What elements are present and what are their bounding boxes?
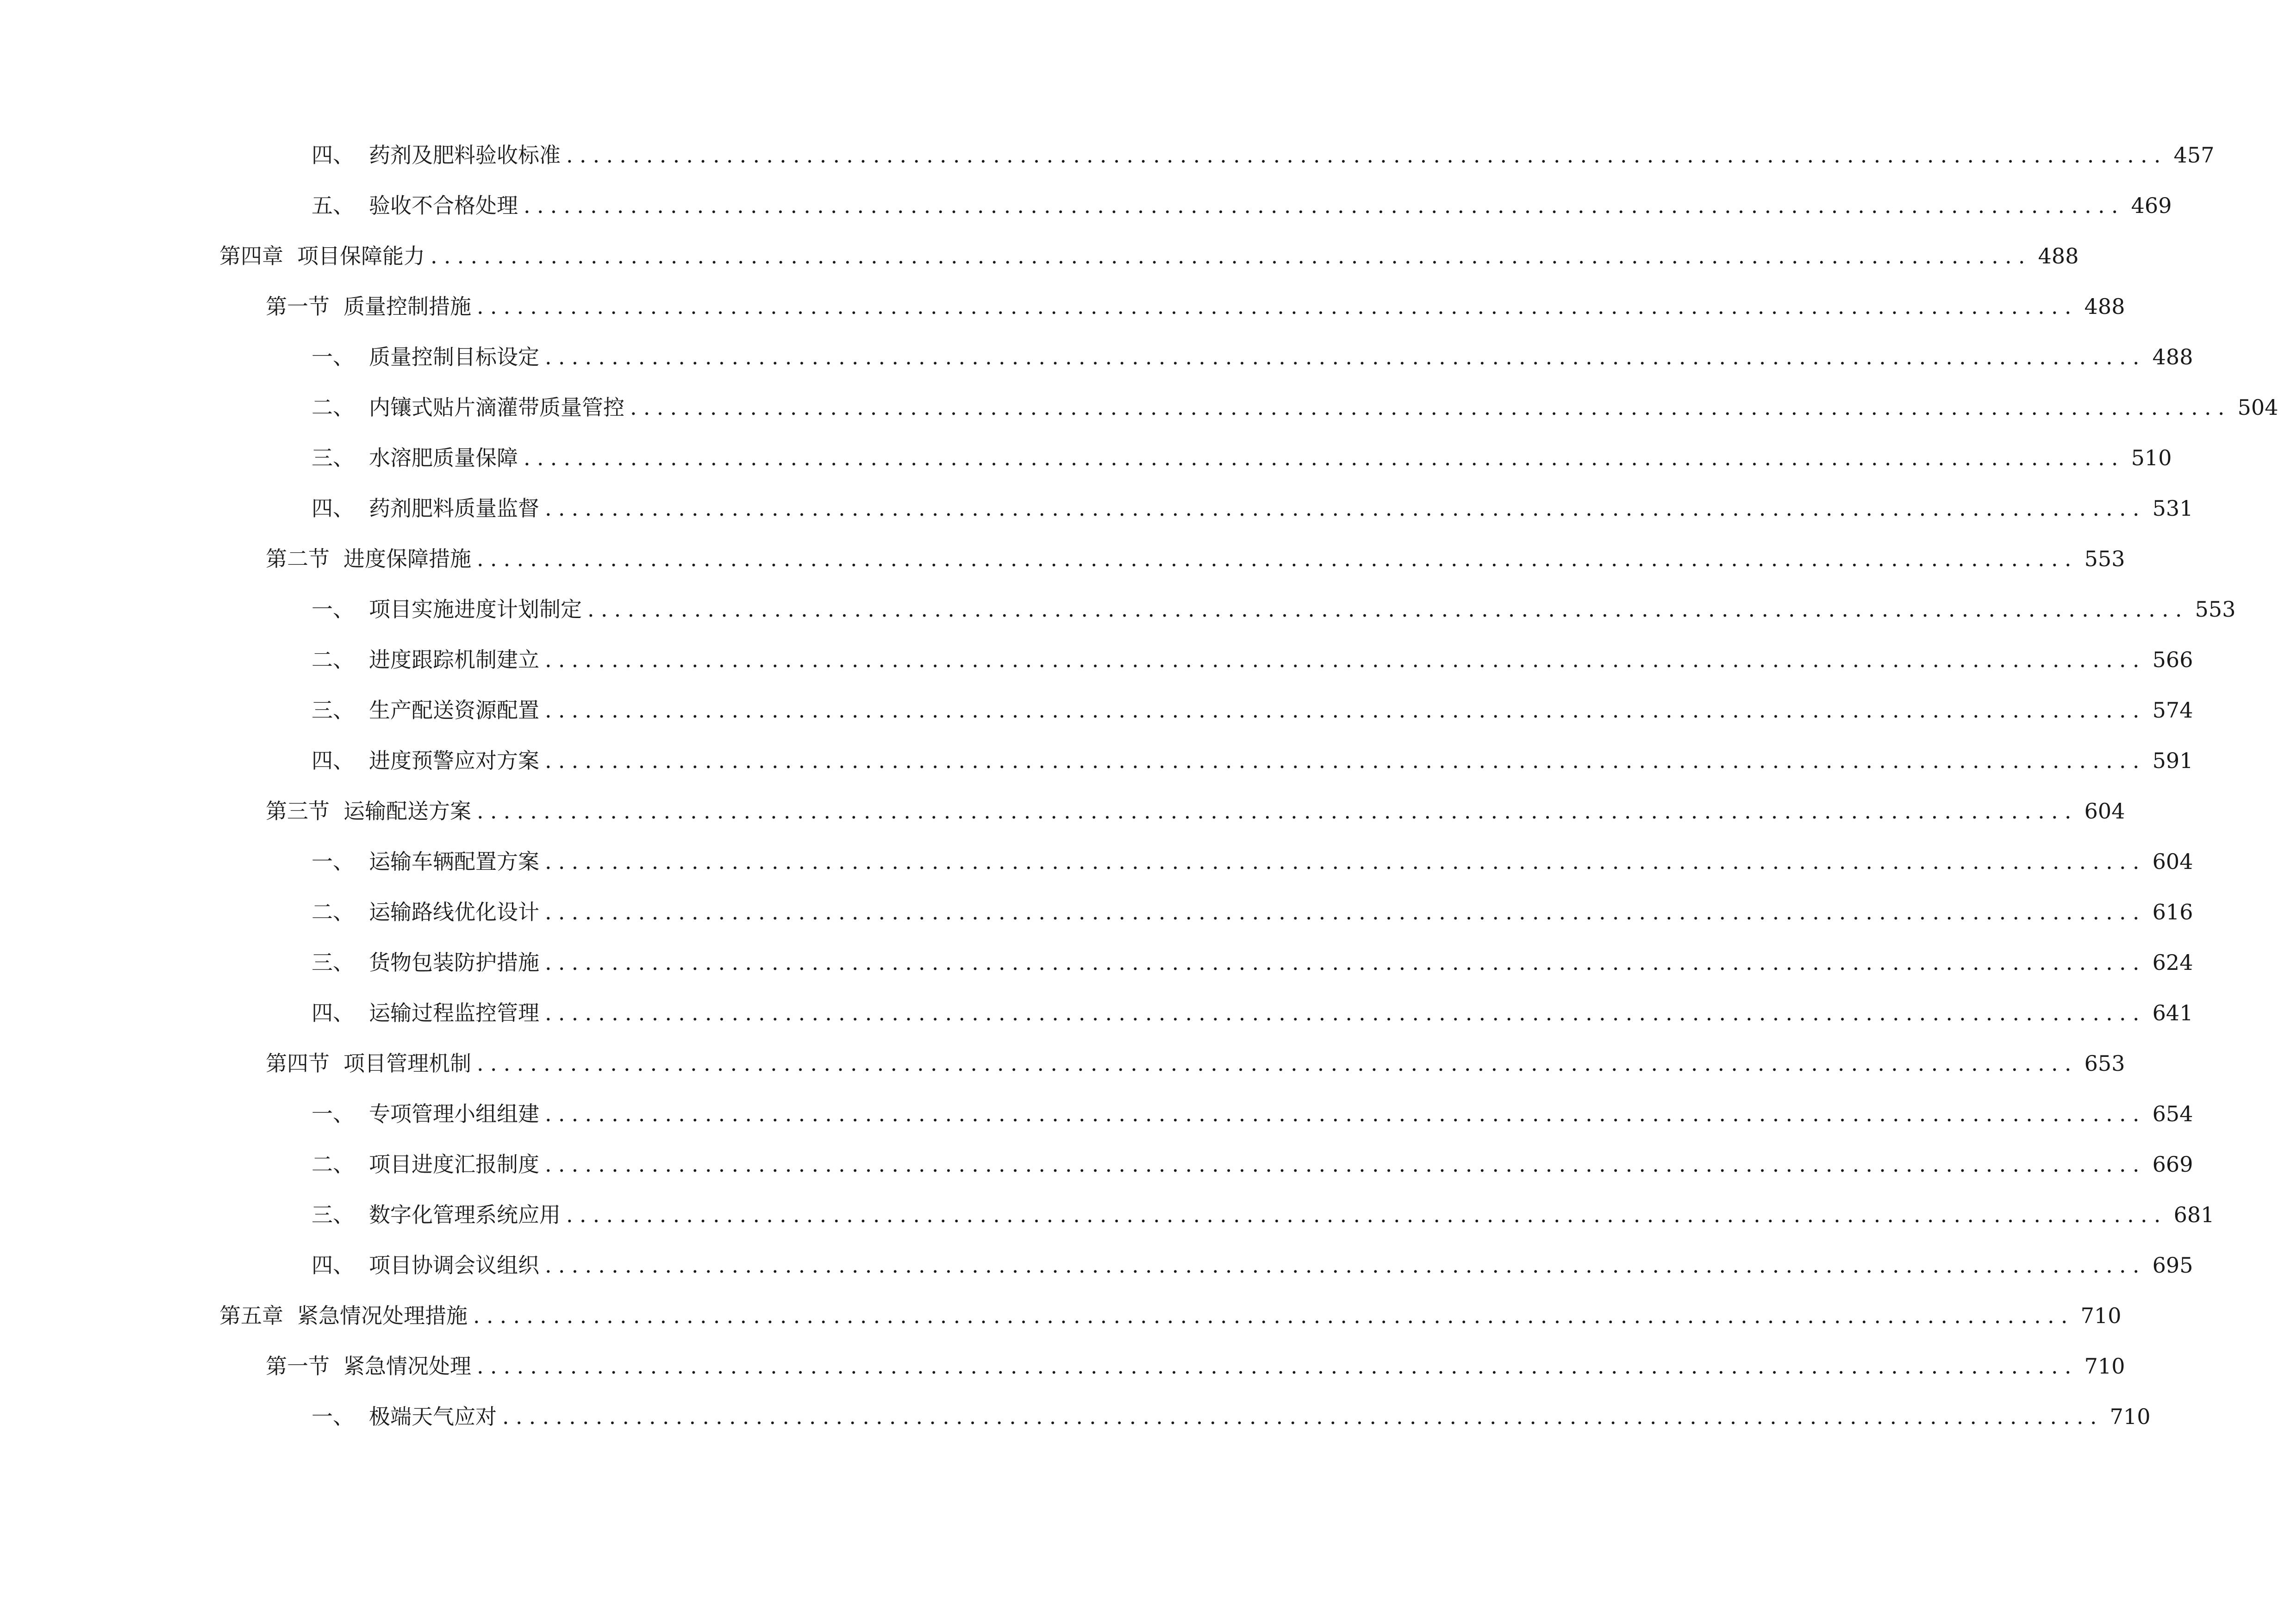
dot-leader: ........................................................................................................................ (545, 899, 2146, 924)
toc-entry-page-number: 681 (2173, 1202, 2215, 1227)
toc-entry-title: 紧急情况处理 (343, 1354, 471, 1379)
toc-entry-number: 三、 (312, 1202, 354, 1227)
toc-entry-title: 药剂及肥料验收标准 (369, 143, 561, 168)
toc-entry-page-number: 488 (2152, 344, 2193, 369)
dot-leader: ........................................................................................................................ (545, 1152, 2146, 1177)
toc-entry-title: 药剂肥料质量监督 (369, 496, 539, 521)
toc-entry-number: 第一节 (266, 1354, 330, 1379)
toc-entry-page-number: 641 (2152, 1000, 2193, 1025)
toc-entry-page-number: 504 (2237, 395, 2278, 420)
dot-leader: ........................................................................................................................ (587, 597, 2189, 622)
dot-leader: ........................................................................................................................ (545, 698, 2146, 723)
toc-entry-number: 第三节 (266, 799, 330, 824)
dot-leader: ........................................................................................................................ (545, 950, 2146, 975)
toc-entry-number: 五、 (312, 193, 354, 218)
toc-entry[interactable] (312, 137, 2215, 174)
toc-entry-number: 第四章 (219, 244, 283, 269)
toc-entry-title: 生产配送资源配置 (369, 698, 539, 723)
toc-entry-page-number: 510 (2131, 445, 2172, 470)
toc-entry[interactable] (312, 338, 2193, 375)
toc-entry-number: 一、 (312, 1101, 354, 1126)
toc-entry-title: 专项管理小组组建 (369, 1101, 539, 1126)
toc-entry[interactable] (312, 1146, 2193, 1183)
toc-entry-title: 数字化管理系统应用 (369, 1202, 561, 1227)
toc-entry-page-number: 653 (2084, 1051, 2125, 1076)
toc-entry[interactable] (312, 893, 2193, 931)
toc-entry-title: 极端天气应对 (369, 1404, 497, 1429)
toc-entry-page-number: 695 (2152, 1253, 2193, 1278)
dot-leader: ........................................................................................................................ (545, 849, 2146, 874)
toc-entry-number: 四、 (312, 748, 354, 773)
toc-entry-page-number: 531 (2152, 496, 2193, 521)
toc-entry-page-number: 710 (2084, 1354, 2125, 1379)
toc-entry-section[interactable] (266, 1348, 2125, 1385)
toc-entry-title: 验收不合格处理 (369, 193, 518, 218)
toc-entry-title: 内镶式贴片滴灌带质量管控 (369, 395, 624, 420)
toc-entry-title: 质量控制措施 (343, 294, 471, 319)
dot-leader: ........................................................................................................................ (477, 294, 2078, 319)
toc-entry-title: 运输过程监控管理 (369, 1000, 539, 1025)
toc-entry-page-number: 457 (2173, 143, 2215, 168)
toc-entry-page-number: 574 (2152, 698, 2193, 723)
dot-leader: ........................................................................................................................ (545, 344, 2146, 369)
toc-entry-number: 第一节 (266, 294, 330, 319)
toc-entry[interactable] (312, 692, 2193, 729)
dot-leader: ........................................................................................................................ (477, 799, 2078, 824)
toc-entry-number: 四、 (312, 1000, 354, 1025)
dot-leader: ........................................................................................................................ (566, 1202, 2167, 1227)
toc-entry-page-number: 654 (2152, 1101, 2193, 1126)
toc-entry-chapter[interactable] (219, 237, 2079, 275)
dot-leader: ........................................................................................................................ (524, 193, 2125, 218)
toc-entry[interactable] (312, 1196, 2215, 1233)
toc-entry-page-number: 624 (2152, 950, 2193, 975)
toc-entry-page-number: 616 (2152, 899, 2193, 924)
dot-leader: ........................................................................................................................ (630, 395, 2231, 420)
dot-leader: ........................................................................................................................ (545, 1253, 2146, 1278)
toc-entry-title: 水溶肥质量保障 (369, 445, 518, 470)
toc-entry[interactable] (312, 843, 2193, 880)
toc-entry-number: 一、 (312, 597, 354, 622)
dot-leader: ........................................................................................................................ (545, 1000, 2146, 1025)
dot-leader: ........................................................................................................................ (545, 647, 2146, 672)
toc-entry[interactable] (312, 994, 2193, 1031)
dot-leader: ........................................................................................................................ (545, 496, 2146, 521)
dot-leader: ........................................................................................................................ (545, 1101, 2146, 1126)
toc-entry[interactable] (312, 641, 2193, 678)
toc-entry-number: 四、 (312, 143, 354, 168)
toc-entry-page-number: 553 (2195, 597, 2236, 622)
toc-entry[interactable] (312, 591, 2236, 628)
dot-leader: ........................................................................................................................ (545, 748, 2146, 773)
toc-entry-section[interactable] (266, 288, 2125, 325)
toc-entry-title: 进度保障措施 (343, 546, 471, 571)
toc-entry-page-number: 469 (2131, 193, 2172, 218)
toc-entry[interactable] (312, 490, 2193, 527)
toc-entry[interactable] (312, 187, 2172, 224)
toc-entry-number: 一、 (312, 344, 354, 369)
toc-entry-title: 项目保障能力 (297, 244, 425, 269)
toc-entry-number: 一、 (312, 1404, 354, 1429)
dot-leader: ........................................................................................................................ (566, 143, 2167, 168)
toc-entry-section[interactable] (266, 793, 2125, 830)
toc-entry-title: 项目进度汇报制度 (369, 1152, 539, 1177)
toc-entry-number: 第二节 (266, 546, 330, 571)
toc-entry-number: 二、 (312, 1152, 354, 1177)
toc-entry-title: 进度跟踪机制建立 (369, 647, 539, 672)
toc-entry-number: 二、 (312, 899, 354, 924)
toc-entry-number: 四、 (312, 1253, 354, 1278)
toc-entry[interactable] (312, 1095, 2193, 1132)
toc-entry-page-number: 669 (2152, 1152, 2193, 1177)
toc-entry-title: 运输车辆配置方案 (369, 849, 539, 874)
dot-leader: ........................................................................................................................ (431, 244, 2032, 269)
toc-entry-number: 第四节 (266, 1051, 330, 1076)
toc-entry[interactable] (312, 1247, 2193, 1284)
toc-entry[interactable] (312, 742, 2193, 779)
toc-entry-page-number: 604 (2084, 799, 2125, 824)
toc-entry-number: 三、 (312, 950, 354, 975)
toc-entry-section[interactable] (266, 1045, 2125, 1082)
toc-entry[interactable] (312, 389, 2278, 426)
toc-entry-page-number: 604 (2152, 849, 2193, 874)
dot-leader: ........................................................................................................................ (502, 1404, 2103, 1429)
toc-entry-number: 一、 (312, 849, 354, 874)
toc-entry[interactable] (312, 944, 2193, 981)
toc-entry-title: 进度预警应对方案 (369, 748, 539, 773)
toc-entry-number: 第五章 (219, 1303, 283, 1328)
toc-entry-page-number: 710 (2080, 1303, 2122, 1328)
toc-entry-title: 货物包装防护措施 (369, 950, 539, 975)
dot-leader: ........................................................................................................................ (477, 1051, 2078, 1076)
toc-entry[interactable] (312, 1398, 2151, 1435)
toc-entry-number: 四、 (312, 496, 354, 521)
toc-entry-page-number: 710 (2109, 1404, 2151, 1429)
toc-entry-title: 紧急情况处理措施 (297, 1303, 468, 1328)
toc-entry-title: 项目协调会议组织 (369, 1253, 539, 1278)
toc-entry-page-number: 591 (2152, 748, 2193, 773)
toc-entry-page-number: 488 (2084, 294, 2125, 319)
dot-leader: ........................................................................................................................ (473, 1303, 2074, 1328)
toc-entry-chapter[interactable] (219, 1297, 2122, 1334)
toc-entry-title: 运输路线优化设计 (369, 899, 539, 924)
toc-entry-page-number: 553 (2084, 546, 2125, 571)
dot-leader: ........................................................................................................................ (477, 546, 2078, 571)
toc-entry[interactable] (312, 439, 2172, 476)
toc-entry-title: 项目管理机制 (343, 1051, 471, 1076)
toc-entry-number: 二、 (312, 395, 354, 420)
toc-entry-number: 二、 (312, 647, 354, 672)
toc-entry-number: 三、 (312, 698, 354, 723)
dot-leader: ........................................................................................................................ (524, 445, 2125, 470)
toc-entry-number: 三、 (312, 445, 354, 470)
toc-entry-section[interactable] (266, 540, 2125, 577)
toc-entry-page-number: 566 (2152, 647, 2193, 672)
toc-entry-title: 运输配送方案 (343, 799, 471, 824)
toc-entry-title: 质量控制目标设定 (369, 344, 539, 369)
toc-entry-title: 项目实施进度计划制定 (369, 597, 582, 622)
dot-leader: ........................................................................................................................ (477, 1354, 2078, 1379)
toc-entry-page-number: 488 (2038, 244, 2079, 269)
